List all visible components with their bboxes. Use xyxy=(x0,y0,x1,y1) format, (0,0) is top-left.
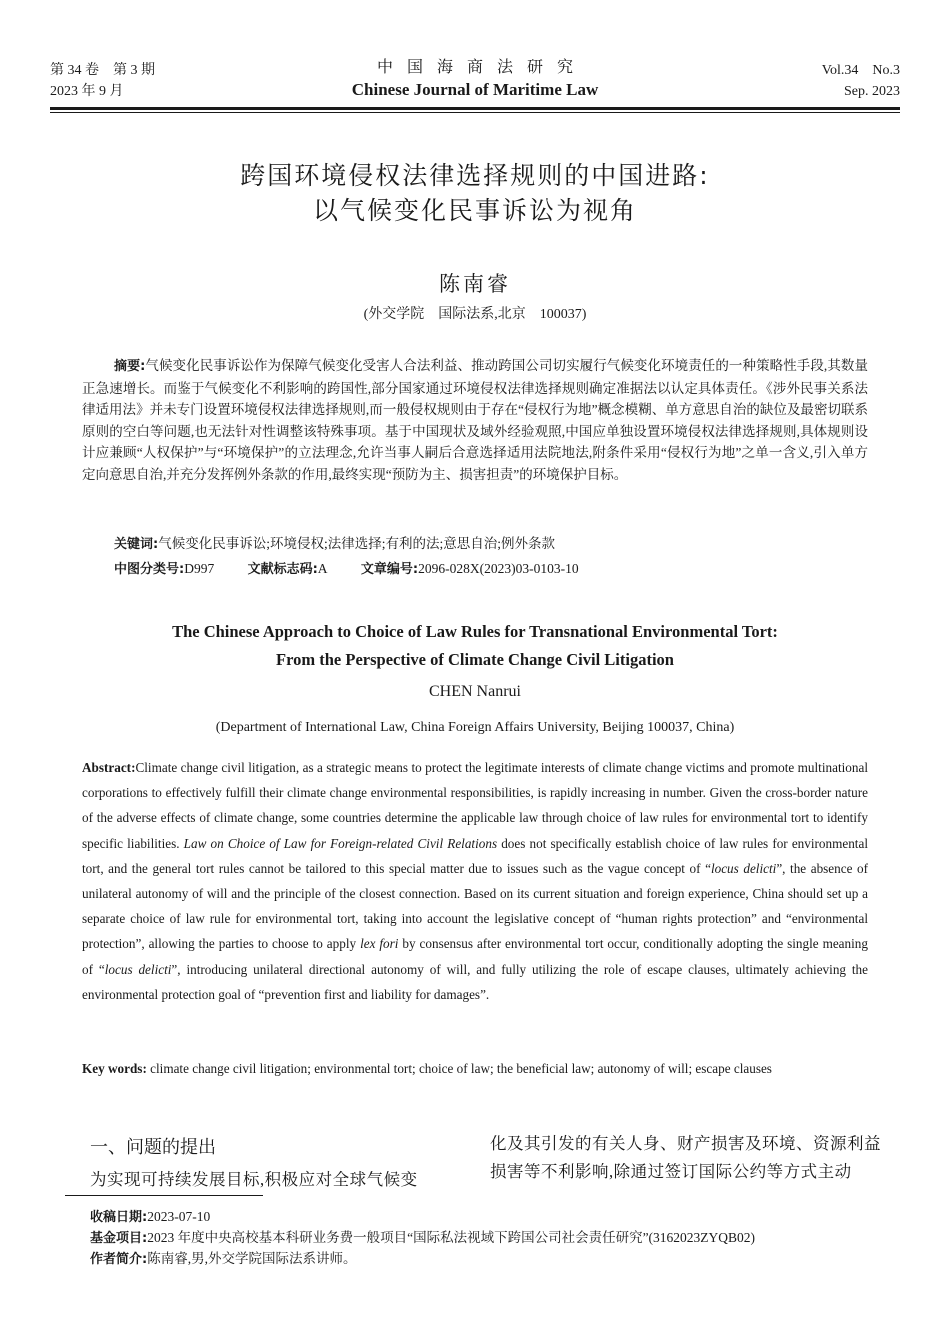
paper-title-en xyxy=(0,618,950,674)
keywords-cn-label: 关键词: xyxy=(114,537,159,552)
author-name-cn: 陈南睿 xyxy=(439,272,511,296)
date-cn: 2023 年 9 月 xyxy=(50,84,124,99)
title-en-line-1: The Chinese Approach to Choice of Law Rules for Transnational Environmental Tort: xyxy=(172,622,778,641)
keywords-en-label: Key words: xyxy=(82,1061,147,1076)
volume-issue-cn: 第 34 卷 第 3 期 xyxy=(50,63,155,78)
law-title: Law on Choice of Law for Foreign-related Civil Relations xyxy=(183,835,498,851)
volume-issue-en: Vol.34 No.3 xyxy=(821,63,900,78)
journal-issue-info-en xyxy=(822,60,900,102)
affiliation-cn: (外交学院 国际法系,北京 100037) xyxy=(363,307,587,322)
keywords-cn-text: 气候变化民事诉讼;环境侵权;法律选择;有利的法;意思自治;例外条款 xyxy=(158,536,555,551)
footnote-received-date: 收稿日期:2023-07-10 xyxy=(90,1209,211,1225)
keywords-en xyxy=(82,1056,868,1081)
body-right-line-1: 化及其引发的有关人身、财产损害及环境、资源利益 xyxy=(490,1134,881,1153)
affiliation-en: (Department of International Law, China Foreign Affairs University, Beijing 100037, China) xyxy=(215,720,735,735)
header-rule-thin xyxy=(50,112,900,113)
title-en-line-2: From the Perspective of Climate Change Civil Litigation xyxy=(276,650,674,669)
article-number: 文章编号:2096-028X(2023)03-0103-10 xyxy=(360,561,579,577)
clc-number: 中图分类号:D997 xyxy=(114,561,215,577)
header-rule-thick xyxy=(50,107,900,110)
journal-title-cn: 中国海商法研究 xyxy=(376,59,587,76)
journal-title-en: Chinese Journal of Maritime Law xyxy=(351,80,599,99)
body-right-line-2: 损害等不利影响,除通过签订国际公约等方式主动 xyxy=(490,1162,852,1181)
abstract-cn-label: 摘要: xyxy=(114,359,146,374)
abstract-cn xyxy=(82,355,868,485)
body-column-right xyxy=(490,1130,902,1186)
paper-title-cn xyxy=(0,158,950,228)
title-cn-line-2: 以气候变化民事诉讼为视角 xyxy=(312,196,637,225)
section-heading: 一、问题的提出 xyxy=(90,1137,216,1158)
document-code: 文献标志码:A xyxy=(247,561,328,577)
body-column-left: 为实现可持续发展目标,积极应对全球气候变 xyxy=(90,1170,418,1189)
abstract-en: Abstract:Climate change civil litigation, as a strategic means to protect the legitimate interests of climate change victims and promote multinational corporations to effectively fulfill their climate change environmental responsibilities, is rapidly increasing in number. Given the cross-border nature of the adverse effects of climate change, some countries determine the applicable law through choice of law rules for environmental tort to identify specific liabilities. Law on Choice of Law for Foreign-related Civil Relations does not specifically establish choice of law rules for environmental tort, and the general tort rules cannot be tailored to this special matter due to issues such as the vague concept of “locus delicti”, the absence of unilateral autonomy of will and the principle of the closest connection. Based on its current situation and foreign experience, China should set up a separate choice of law rule for environmental tort, taking into account the legislative concept of “human rights protection” and “environmental protection”, allowing the parties to choose to apply lex fori by consensus after environmental tort occur, conditionally adopting the single meaning of “locus delicti”, introducing unilateral directional autonomy of will, and fully utilizing the role of escape clauses, ultimately achieving the environmental protection goal of “prevention first and liability for damages”. xyxy=(82,760,869,1002)
keywords-cn xyxy=(114,534,555,555)
abstract-cn-text: 气候变化民事诉讼作为保障气候变化受害人合法利益、推动跨国公司切实履行气候变化环境责任的一种策略性手段,其数量正急速增长。而鉴于气候变化不利影响的跨国性,部分国家通过环境侵权法律选择规则确定准据法以认定具体责任。《涉外民事关系法律适用法》并未专门设置环境侵权法律选择规则,而一般侵权规则由于存在“侵权行为地”概念模糊、单方意思自治的缺位及最密切联系原则的空白等问题,也无法针对性调整该特殊事项。基于中国现状及域外经验观照,中国应单独设置环境侵权法律选择规则,具体规则设计应兼顾“人权保护”与“环境保护”的立法理念,允许当事人嗣后合意选择适用法院地法,附条件采用“侵权行为地”之单一含义,引入单方定向意思自治,并充分发挥例外条款的作用,最终实现“预防为主、损害担责”的环境保护目标。 xyxy=(82,358,868,482)
footnote-author-bio: 作者简介:陈南睿,男,外交学院国际法系讲师。 xyxy=(90,1251,357,1267)
keywords-en-text: climate change civil litigation; environmental tort; choice of law; the beneficial law; autonomy of will; escape clauses xyxy=(146,1061,772,1076)
footnote-rule xyxy=(65,1195,263,1196)
author-name-en: CHEN Nanrui xyxy=(429,683,521,700)
abstract-en-label: Abstract: xyxy=(82,760,136,775)
title-cn-line-1: 跨国环境侵权法律选择规则的中国进路: xyxy=(240,161,710,190)
footnote-funding: 基金项目:2023 年度中央高校基本科研业务费一般项目“国际私法视域下跨国公司社会责任研究”(3162023ZYQB02) xyxy=(90,1230,756,1246)
classification-row xyxy=(114,559,609,580)
journal-title xyxy=(0,57,950,101)
date-en: Sep. 2023 xyxy=(844,84,900,99)
